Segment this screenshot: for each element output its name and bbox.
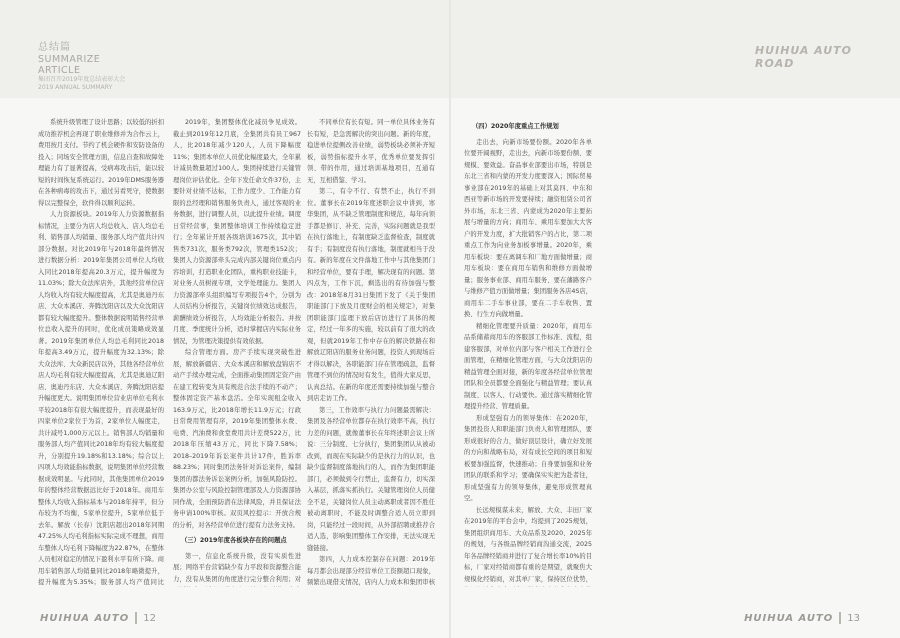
text-column-4 [464, 117, 592, 587]
paragraph: 第四，人力成本控制存在问题：2019年每月都会出现部分经营单位工资额超口现象，频繁出现借支情况，店内人力成本和集团审核 [307, 556, 435, 586]
section-subtitle-cn: 集团召开2019年度总结表彰大会 [38, 76, 126, 83]
paragraph: 精细化管理要升质量：2020年，商用车品系储蓄商用车的客服部工作标准、流程，组建客服部，对单位内部与客户相关工作进行全面管理，在精细化管理方面，与大众沈阳店的精益管理全面对接，新的年度各经营单位管理团队和全员都要全面强化与精益管理；要认真制度、以客人、行动要快。通过落实精细化管理提升经营、管理质量。 [464, 322, 592, 410]
page-number-left: 12 [143, 612, 156, 624]
paragraph: 形成坚强有力的领导集体：在2020年，集团投资人和职能部门负责人和管理团队，要形成很好的合力，做好顶层设计，确立好发展的方向和战略布局，对有成长空间的项目和短板要加强监督，快速推动；自身要加强和业务团队的联系和学习；要确保实实把为赴者往，形成坚强有力的领导集体，避免形成管理真空。 [464, 414, 592, 502]
brand-line-1: HUIHUA AUTO [754, 44, 852, 57]
paragraph: 综合管理方面。房产手续实现突破性进展，解放新疆店、大众本溪店和解放盘锦店不动产手续办理完成，全面推动集团固定资产由在建工程转变为具有规范合法手续的不动产；整体固定资产基本盘活。全年实现租金收入163.9万元，比2018年增长11.9万元；行政日常费用管理有序，2019年集团整体水费、电费、汽油费和食堂费用共计差费522万，比2018年压缩43万元，同比下降7.58%；2018–2019年诉讼案件共计17件，胜诉率88.23%；同时集团法务针对诉讼案件，编制集团的都法务诉讼案例分析，加强风险防控。集团办公室与风险控制管理部及人力资源部协同作战，全面预防潜在法律风险，并且保证法务申请100%审核。双页风控提示：开放合规的分析，对各经营单位进行提有力法务支持。 [173, 349, 301, 529]
page-number-right: 13 [847, 612, 860, 624]
paragraph: 第一，信息化系统升级，没有实质性进展；网络平台营销缺少有力平段和资源整合能力，没有从集团的角度进行完分整合利用；对 [173, 552, 301, 583]
section-title-cn: 总结篇 [38, 42, 71, 53]
paragraph: 人力资源板块。2019年人力资源数据指标情况，主要分为店人均总收入、店人均总毛利、销售部人均销量、服务部人均产值共计四部分数据。对比2019年与2018年最终情况进行数据分析：2019年集团公司单位人均收入同比2018年提高20.3万元，提升幅度为11.03%；除大众法库店外，其他经营单位店人均收入均有较大幅度提高，尤其是奥迪丹东店、大众本溪店、奔腾沈阳店以及大众沈阳店都有较大幅度提升。整体数据说明销售经营单位总收入提升的同时，优化成员策略成效显著。2019年集团单位人均总毛利同比2018年提高3.49万元，提升幅度为32.13%；除大众法库、大众新民店以外，其他各经营单位店人均毛利有较大幅度提高，尤其是奥迪辽阳店、奥迪丹东店、大众本溪店、奔腾沈阳店提升幅度更大。说明集团单位营业店单位毛利水平较2018年有很大幅度提升，而表现最好的四家单位2家位于为首，2家单位人幅度走，共计减号1,000万元以上。销售部人均销量和服务部人均产值同比2018年均有较大幅度提升，分别提升19.18%和13.18%；综合以上四项人均效能指标数据，说明集团单位经营数据成效明显。与此同时，其他集团单位2019年的整体经营数据远比好于2018年。商用车整体人均收入指标基本与2018年持平，但分布较为不均衡，5家单位提升，5家单位低于去年。解放（长春）沈阳店超出2018年同期47.25%人均毛利指标实际完成不理想，商用车整体人均毛利下降幅度为22.87%，在整体人员相对稳定的情况下盈利水平有所下降。商用车销售部人均销量同比2018年略微提升，提升幅度为5.35%；服务部人均产值同比 [38, 211, 164, 586]
section-subtitle-en: 2019 ANNUAL SUMMARY [38, 84, 113, 91]
text-column-1 [38, 117, 164, 587]
paragraph: 不同单位有长有短。同一单位具体业务有长有短，是急需解决的突出问题。新的年度，稳进单位提侧改善业绩，弱势板块必须补齐短板，弱势指标提升水平，优秀单位要发挥引领、带的作用，通过培训基地项目，互通有无，互相借鉴、学习。 [307, 119, 435, 184]
paragraph: 2019年，集团整体优化减员争见成效。截止到2019年12月底，全集团共有员工967人，比2018年减少120人，人员下降幅度11%；集团本单位人员优化幅度最大，全年累计减员数量超过100人。集团持续进行关键管理岗位评估优化。全年下发任命文件37份，主要针对业绩不达标，工作力度少、工作能力有限的总经理和销售服务负责人，通过客观的业务数据，进行调整人员，以此提升业绩。调度日常经营事，集团整体培训工作持续稳定进行；全年累计开展各级培训1675次，其中销售类731次，服务类792次，管理类152次；集团人力资源部牵头完成内部关键岗位重点内容培训，打造职业化团队，重构职业技能卡，对业务人员树视专项，文学处理能力。集团人力资源部牵头组织编写专项报告4个，分别为人员结构分析报告，关键岗位绩效达成报告，薪酬绩效分析报告，人均效能分析报告。并按月度、季度统计分析，适时掌握店内实际业务情况，为管理决策提供有效依据。 [173, 119, 301, 345]
section-subheading: （三）2019年度各板块存在的问题点 [181, 537, 287, 544]
footer-brand-right: HUIHUA AUTO [744, 612, 834, 624]
footer-right [744, 612, 860, 624]
footer-brand-left: HUIHUA AUTO [40, 612, 130, 624]
text-column-3 [307, 117, 435, 587]
brand-line-2: ROAD [754, 57, 795, 70]
section-header [38, 42, 125, 92]
text-column-2 [173, 117, 301, 587]
paragraph: 系统升级管理了设计思路；以较低的折扣成功推荐机会再现了职业维修并为合作云上，费用按月支付。节约了机会硬件和安防设备的投入；同场安全管理方面，信息自查和故障处理能力有了显著提高，受病毒攻击后，能以较短的时间恢复系统运行。2019年DMS服务器在各种病毒的攻击下，通过另看死守，使数据得以完整保全，软件得以顺利运转。 [38, 119, 164, 207]
footer-divider [135, 612, 137, 624]
brand-logo-top [755, 44, 852, 70]
footer-left [40, 612, 156, 624]
section-title-en-1: SUMMARIZE [38, 54, 101, 65]
paragraph: 走出去，向新市场要份额。2020年各单位要开阔视野，走出去，向新市场要份额、要规模、要效益。奋品事业部要出市场，特别是东北三省和内蒙的开发力度要深入；国际贸易事业部在2019年的基础上对其莫四、中东和西亚等新市场的开发要持续；融资租赁公司省外市场，东北三省、内蒙成为2020年主要拓展与增量的方向；商用车、乘用车要加大大客户的开发力度，扩大批销客户的占比，第二项重点工作为向业务加板事增量。2020年，乘用车板块：要在离调车和厂地方面做增量；商用车板块：要在商用车销售和维修方面做增量；服务事业部、商用车服务、要在藩路客户与维修产值方面做增量；集团服务各店4S店，商用车二手车事业部，要在二手车收售、置换、行生方向做增量。 [464, 138, 592, 318]
paragraph: 第三，工作效率与执行力问题最需解决：集团及各经营单位都存在执行效率不高，执行力差的问题，就像董事长在年终述职会议上所说：三分制度、七分执行，集团集团认从被动改到，而现在实际缺少的是执行力的认识，也缺少监督制度落地执行的人，而作为集团职能部门，必须做到令行禁止，监督有力，切实深入基层，抓落实抓执行。关键管理岗位人员健全不足，关键岗位人员主动离职或者因不胜任被动离职时，不能及时调整合适人员立即到岗，只能经过一段时间，从外部招聘或推荐合适人选，影响集团整体工作安排，无法实现无缝链接。 [307, 406, 435, 552]
section-title-en-2: ARTICLE [38, 65, 81, 76]
paragraph: 第二，有令不行、有禁不止，执行不到位。董事长在2019年度述职会议中讲到，寒华集团，从不缺乏管理制度和规范，每年向领手都是修订、补充、完善，实际问题就是我型在执行落地上，有制度缺乏监督检查，制度就有手；有制度没有执行落地，制度就相当于没有。新的年度在文件落地工作中与其他集团门和经营单位，要有手理，解决现有的问题。第四点为，工作下沉，剩选出的有待加强与整改：2018年8月31日集团下发了《关于集团职能部门下放及月度财会的相关规定》，对集团职能部门监理下放后店访进行了具体的规定，经过一年多的实施，较以前有了很大的改观，但就2019年工作中存在的解决铁路在和解放辽阳店的服务业务问题，投资人到现场后才得以解决，各职能部门存在管理疏忽，监督管理不到位的情况时有发生，值得大家反思，认真总结。在新的年度还需要持续加强与整合到店走访工作。 [307, 188, 435, 402]
page-gutter [449, 0, 451, 638]
section-subheading: （四）2020年度重点工作规划 [472, 123, 559, 130]
paragraph: 长远规模谋未来，解放、大众、丰田厂家在2019年的平台会中，均提到了2025规划，集团组织商用车、大众品系及2020、2025年的规划，与各级品牌经销商沟通交流，2025年各品牌经销商并进行了复合增长率10%的目标，厂家对经销商都有重的是期望，就聚焦大规模化经销商，对其单厂家，保持区位优势， [464, 506, 592, 583]
footer-divider [839, 612, 841, 624]
